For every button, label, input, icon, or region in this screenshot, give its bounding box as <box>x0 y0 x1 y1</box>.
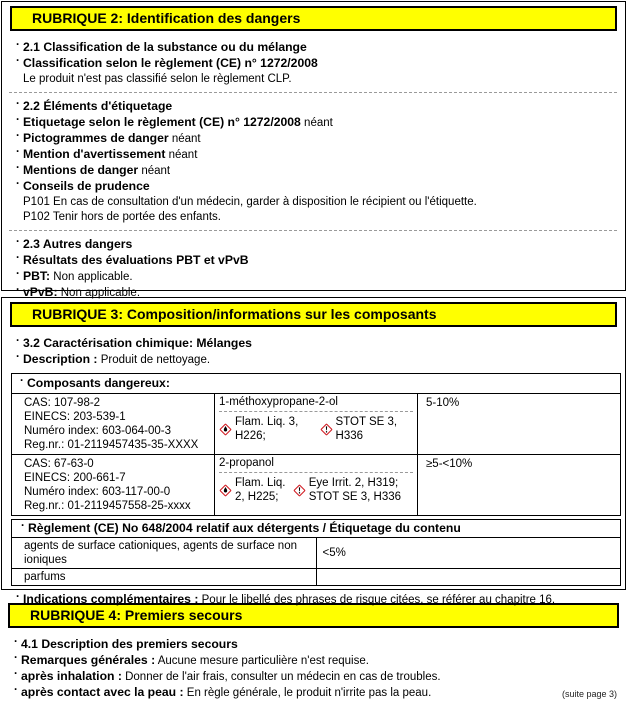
heading-2-2-text: 2.2 Éléments d'étiquetage <box>23 99 173 113</box>
table-header-row <box>12 374 621 394</box>
heading-2-3 <box>2 237 617 253</box>
pbt-results-heading <box>2 253 617 269</box>
ingredient-range-cell: <5% <box>316 538 621 569</box>
hazard-statements-label: Mentions de danger <box>23 163 139 177</box>
general-remarks-label: Remarques générales : <box>21 653 156 667</box>
heading-2-1 <box>2 40 617 56</box>
precautionary-heading-text: Conseils de prudence <box>23 179 150 193</box>
table-header-row <box>12 520 621 538</box>
bullet-dot: · <box>16 162 20 174</box>
bullet-dot: · <box>16 146 20 158</box>
bullet-dot: · <box>20 375 24 387</box>
heading-4-1 <box>0 637 619 653</box>
component-range-cell <box>418 394 621 455</box>
bullet-dot: · <box>14 668 18 680</box>
dashed-divider <box>219 411 413 412</box>
bullet-dot: · <box>16 252 20 264</box>
ghs-exclamation-icon <box>320 423 333 436</box>
concentration-range: 5-10% <box>426 397 460 409</box>
after-inhalation-value: Donner de l'air frais, consulter un médecin en cas de troubles. <box>125 671 441 683</box>
description-label: Description : <box>23 352 98 366</box>
bullet-dot: · <box>14 636 18 648</box>
section-rubrique-2 <box>1 1 626 299</box>
rubrique-3-body <box>2 327 625 608</box>
dashed-divider <box>9 92 617 93</box>
concentration-range: ≥5-<10% <box>426 458 473 470</box>
ghs-flame-icon <box>219 423 232 436</box>
vpvb-value: Non applicable. <box>60 287 141 299</box>
rubrique-4-body <box>0 628 627 701</box>
bullet-dot: · <box>16 130 20 142</box>
component-row <box>12 455 621 516</box>
description-line <box>2 352 617 368</box>
reg-number: Reg.nr.: 01-2119457435-35-XXXX <box>24 439 199 451</box>
vpvb-line <box>2 285 617 301</box>
pictograms-value: néant <box>171 133 201 145</box>
section-rubrique-3 <box>1 297 626 606</box>
after-skin-contact-value: En règle générale, le produit n'irrite pas la peau. <box>186 687 432 699</box>
p101-text: P101 En cas de consultation d'un médecin, garder à disposition le récipient ou l'étiquette. <box>23 196 477 208</box>
bullet-dot: · <box>14 652 18 664</box>
rubrique-2-body <box>2 31 625 301</box>
cas-number: CAS: 67-63-0 <box>24 458 94 470</box>
component-hazards <box>219 414 413 443</box>
signal-word-line <box>2 147 617 163</box>
cas-number: CAS: 107-98-2 <box>24 397 101 409</box>
continuation-note: (suite page 3) <box>561 689 617 699</box>
pbt-value: Non applicable. <box>53 271 133 283</box>
description-value: Produit de nettoyage. <box>100 354 211 366</box>
ingredient-cell: agents de surface cationiques, agents de surface non ioniques <box>12 538 317 569</box>
heading-3-2 <box>2 336 617 352</box>
component-hazard-cell <box>215 394 418 455</box>
heading-2-2 <box>2 99 617 115</box>
bullet-dot: · <box>16 351 20 363</box>
rubrique-4-title: RUBRIQUE 4: Premiers secours <box>30 607 243 623</box>
bullet-dot: · <box>16 268 20 280</box>
heading-4-1-text: 4.1 Description des premiers secours <box>21 637 238 651</box>
ingredient-cell: parfums <box>12 569 317 586</box>
heading-classification-clp <box>2 56 617 72</box>
section-rubrique-4 <box>0 603 627 701</box>
labelling-regulation-line <box>2 115 617 131</box>
hazard-statements-value: néant <box>141 165 171 177</box>
p102-text: P102 Tenir hors de portée des enfants. <box>23 211 221 223</box>
einecs-number: EINECS: 200-661-7 <box>24 472 126 484</box>
detergents-regulation-table <box>11 519 621 586</box>
p102-statement <box>2 210 617 225</box>
ingredient-range-cell <box>316 569 621 586</box>
heading-2-3-text: 2.3 Autres dangers <box>23 237 133 251</box>
labelling-regulation-label: Etiquetage selon le règlement (CE) n° 1272/2008 <box>23 115 301 129</box>
index-number: Numéro index: 603-117-00-0 <box>24 486 171 498</box>
bullet-dot: · <box>16 114 20 126</box>
bullet-dot: · <box>16 98 20 110</box>
after-skin-contact-line <box>0 685 619 701</box>
general-remarks-value: Aucune mesure particulière n'est requise. <box>157 655 369 667</box>
ghs-exclamation-icon <box>293 484 306 497</box>
bullet-dot: · <box>16 284 20 296</box>
component-hazards <box>219 475 413 504</box>
dashed-divider <box>9 230 617 231</box>
detergents-header-cell <box>12 520 621 538</box>
component-name: 2-propanol <box>219 457 274 469</box>
after-inhalation-label: après inhalation : <box>21 669 122 683</box>
bullet-dot: · <box>14 684 18 696</box>
hazard-statements-line <box>2 163 617 179</box>
bullet-dot: · <box>16 236 20 248</box>
components-header-text: Composants dangereux: <box>27 376 170 390</box>
heading-2-1-text: 2.1 Classification de la substance ou du mélange <box>23 40 307 54</box>
rubrique-3-title: RUBRIQUE 3: Composition/informations sur les composants <box>32 306 437 322</box>
component-range-cell <box>418 455 621 516</box>
reg-number: Reg.nr.: 01-2119457558-25-xxxx <box>24 500 191 512</box>
pbt-results-heading-text: Résultats des évaluations PBT et vPvB <box>23 253 249 267</box>
bullet-dot: · <box>21 520 25 532</box>
hazard-text: Flam. Liq. 2, H225; <box>235 477 286 503</box>
component-hazard-cell <box>215 455 418 516</box>
hazard-text: Flam. Liq. 3, H226; <box>235 416 299 442</box>
pictograms-label: Pictogrammes de danger <box>23 131 169 145</box>
hazard-text: STOT SE 3, H336 <box>335 416 398 442</box>
component-name: 1-méthoxypropane-2-ol <box>219 396 338 408</box>
einecs-number: EINECS: 203-539-1 <box>24 411 126 423</box>
index-number: Numéro index: 603-064-00-3 <box>24 425 172 437</box>
heading-3-2-text: 3.2 Caractérisation chimique: Mélanges <box>23 336 252 350</box>
hazard-text: Eye Irrit. 2, H319; STOT SE 3, H336 <box>308 477 402 503</box>
additional-indications-line <box>2 592 617 608</box>
bullet-dot: · <box>16 591 20 603</box>
bullet-dot: · <box>16 39 20 51</box>
precautionary-heading <box>2 179 617 195</box>
component-row <box>12 394 621 455</box>
after-inhalation-line <box>0 669 619 685</box>
vpvb-label: vPvB: <box>23 285 58 299</box>
classification-body <box>2 72 617 87</box>
additional-indications-label: Indications complémentaires : <box>23 592 199 606</box>
table-row <box>12 569 621 586</box>
bullet-dot: · <box>16 335 20 347</box>
pbt-label: PBT: <box>23 269 51 283</box>
additional-indications-value: Pour le libellé des phrases de risque citées, se référer au chapitre 16. <box>201 594 556 606</box>
p101-statement <box>2 195 617 210</box>
labelling-regulation-value: néant <box>304 117 333 129</box>
pbt-line <box>2 269 617 285</box>
components-header-cell <box>12 374 621 394</box>
classification-body-text: Le produit n'est pas classifié selon le règlement CLP. <box>23 73 292 85</box>
ghs-flame-icon <box>219 484 232 497</box>
signal-word-value: néant <box>168 149 198 161</box>
component-ids-cell <box>12 455 215 516</box>
component-ids-cell <box>12 394 215 455</box>
dangerous-components-table <box>11 373 621 516</box>
after-skin-contact-label: après contact avec la peau : <box>21 685 184 699</box>
pictograms-line <box>2 131 617 147</box>
signal-word-label: Mention d'avertissement <box>23 147 166 161</box>
sds-page <box>0 1 627 701</box>
heading-classification-clp-text: Classification selon le règlement (CE) n° 1272/2008 <box>23 56 318 70</box>
rubrique-3-header <box>10 302 617 327</box>
bullet-dot: · <box>16 178 20 190</box>
rubrique-2-title: RUBRIQUE 2: Identification des dangers <box>32 10 301 26</box>
rubrique-2-header <box>10 6 617 31</box>
table-row <box>12 538 621 569</box>
detergents-header-text: Règlement (CE) No 648/2004 relatif aux détergents / Étiquetage du contenu <box>28 521 461 535</box>
dashed-divider <box>219 472 413 473</box>
bullet-dot: · <box>16 55 20 67</box>
general-remarks-line <box>0 653 619 669</box>
